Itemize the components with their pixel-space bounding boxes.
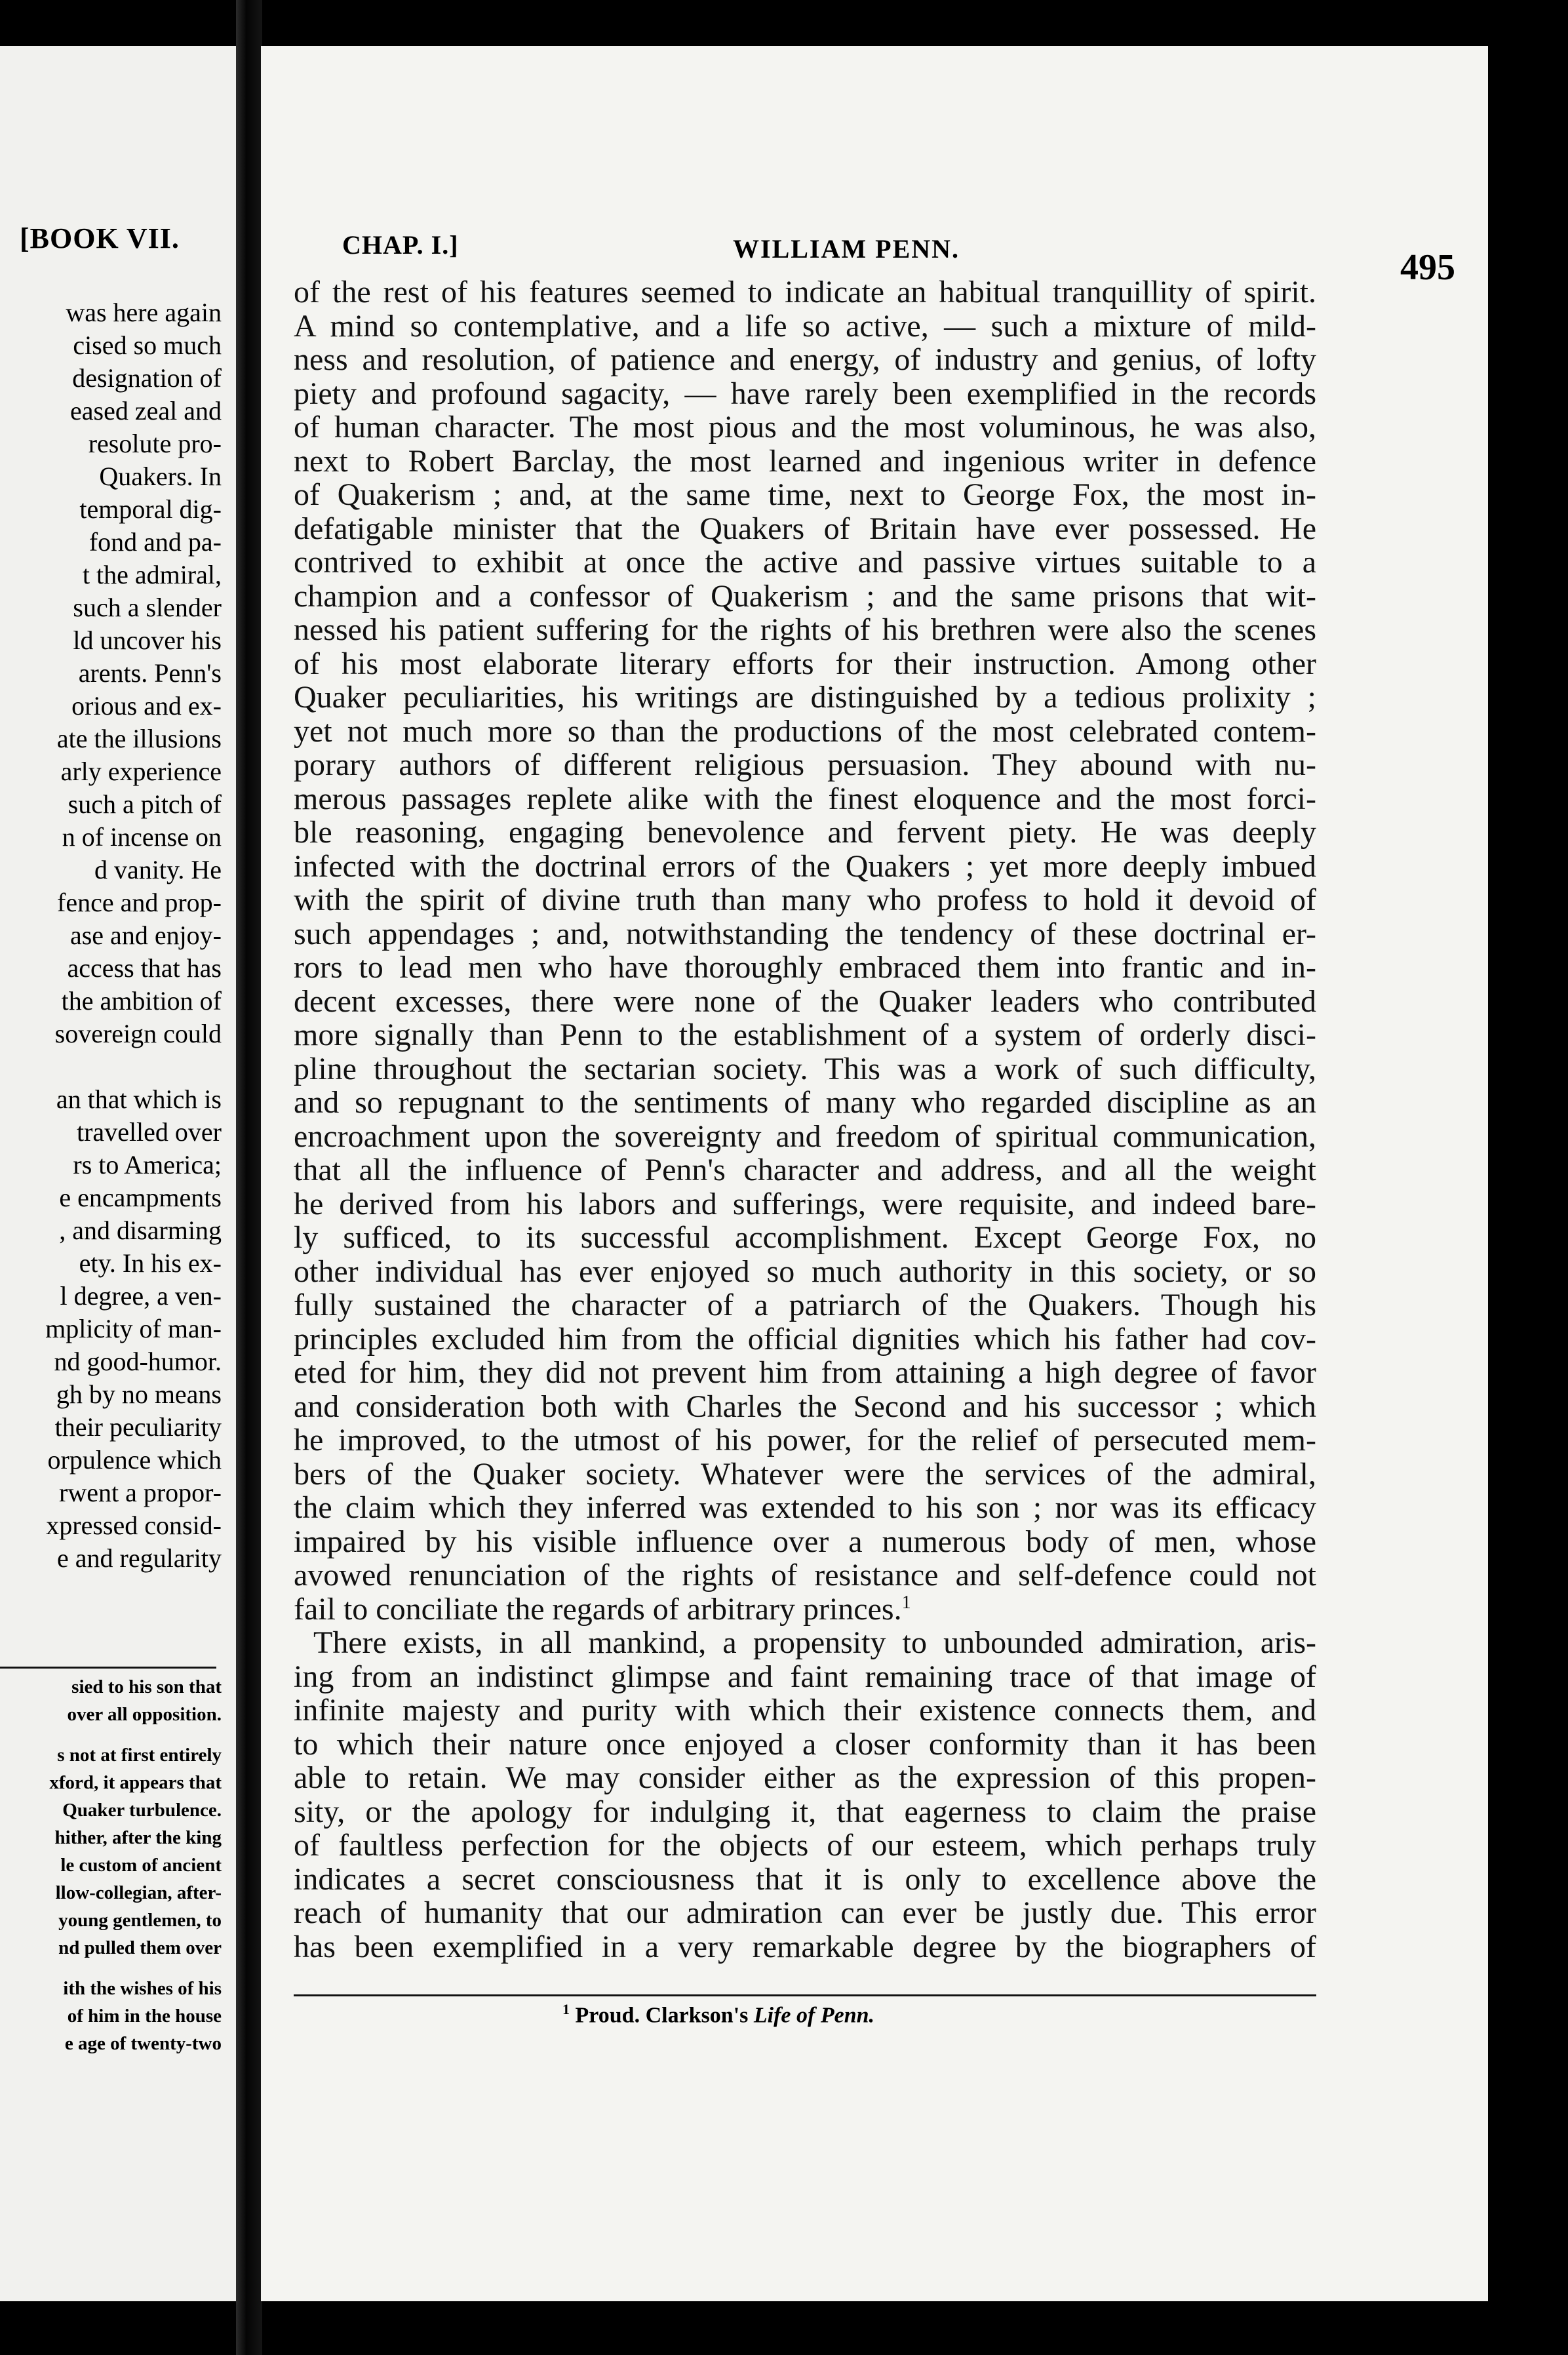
left-text-line: e encampments xyxy=(59,1183,222,1212)
body-line: yet not much more so than the productions of the most celebrated contem- xyxy=(294,714,1316,748)
left-text-line: rs to America; xyxy=(73,1150,222,1179)
left-text-line: rwent a propor- xyxy=(59,1478,222,1507)
left-text-line: an that which is xyxy=(56,1084,222,1114)
body-line: There exists, in all mankind, a propensity to unbounded admiration, aris- xyxy=(313,1626,1316,1660)
body-line: of human character. The most pious and the most voluminous, he was also, xyxy=(294,410,1316,445)
body-line: Quaker peculiarities, his writings are distinguished by a tedious prolixity ; xyxy=(294,681,1316,715)
left-note-line: e age of twenty-two xyxy=(64,2033,222,2054)
left-text-line: n of incense on xyxy=(62,822,222,852)
left-text-line: resolute pro- xyxy=(88,429,222,458)
body-line: to which their nature once enjoyed a closer conformity than it has been xyxy=(294,1727,1316,1761)
footnote-text: Proud. Clarkson's xyxy=(575,2003,754,2028)
left-text-line: l degree, a ven- xyxy=(60,1281,222,1311)
left-text-line: d vanity. He xyxy=(94,855,222,884)
body-line: and consideration both with Charles the Second and his successor ; which xyxy=(294,1389,1316,1423)
left-note-line: hither, after the king xyxy=(54,1827,222,1848)
body-line: reach of humanity that our admiration can ever be justly due. This error xyxy=(294,1896,1316,1930)
left-text-line: their peculiarity xyxy=(54,1412,222,1442)
left-text-line: the ambition of xyxy=(61,986,222,1016)
left-text-line: cised so much xyxy=(73,330,222,360)
left-text-line: orpulence which xyxy=(47,1445,222,1474)
left-text-line: designation of xyxy=(72,363,222,393)
left-text-line: travelled over xyxy=(77,1117,222,1147)
left-text-line: temporal dig- xyxy=(79,494,222,524)
running-head xyxy=(302,229,1462,288)
left-text-line: gh by no means xyxy=(56,1379,222,1409)
left-text-line: sovereign could xyxy=(54,1019,222,1048)
left-footnote-rule xyxy=(0,1667,216,1669)
body-line: has been exemplified in a very remarkable degree by the biographers of xyxy=(294,1930,1316,1964)
left-text-line: , and disarming xyxy=(59,1216,222,1245)
body-line: encroachment upon the sovereignty and freedom of spiritual communication, xyxy=(294,1119,1316,1153)
body-line: ing from an indistinct glimpse and faint remaining trace of that image of xyxy=(294,1659,1316,1693)
body-line: ble reasoning, engaging benevolence and fervent piety. He was deeply xyxy=(294,816,1316,850)
left-note-line: s not at first entirely xyxy=(57,1745,222,1766)
left-note-line: sied to his son that xyxy=(71,1676,222,1697)
body-line: contrived to exhibit at once the active and passive virtues suitable to a xyxy=(294,545,1316,580)
footnote-title: Life of Penn. xyxy=(753,2003,875,2028)
page-edge-shadow xyxy=(1488,0,1568,2355)
body-line: with the spirit of divine truth than many who profess to hold it devoid of xyxy=(294,883,1316,917)
body-line: champion and a confessor of Quakerism ; and the same prisons that wit- xyxy=(294,579,1316,613)
left-text-line: arly experience xyxy=(60,757,222,786)
left-text-line: was here again xyxy=(66,298,222,327)
body-line: merous passages replete alike with the finest eloquence and the most forci- xyxy=(294,782,1316,816)
body-text xyxy=(294,275,1316,1964)
left-facing-page xyxy=(0,46,236,2301)
body-line: fully sustained the character of a patriarch of the Quakers. Though his xyxy=(294,1288,1316,1322)
body-line: nessed his patient suffering for the rights of his brethren were also the scenes xyxy=(294,613,1316,647)
body-line: infinite majesty and purity with which their existence connects them, and xyxy=(294,1693,1316,1728)
left-text-line xyxy=(45,1050,222,1083)
left-note-line xyxy=(49,1962,222,1975)
body-line: bers of the Quaker society. Whatever were the services of the admiral, xyxy=(294,1457,1316,1491)
page-number: 495 xyxy=(1400,247,1455,288)
left-text-line: ate the illusions xyxy=(56,724,222,753)
left-running-head: [BOOK VII. xyxy=(20,222,180,254)
left-note-line: ith the wishes of his xyxy=(63,1978,222,1999)
body-line: of the rest of his features seemed to indicate an habitual tranquillity of spirit. xyxy=(294,275,1316,309)
left-text-line: such a slender xyxy=(73,593,222,622)
body-line: of Quakerism ; and, at the same time, next to George Fox, the most in- xyxy=(294,478,1316,512)
left-text-line: eased zeal and xyxy=(70,396,222,425)
body-line: piety and profound sagacity, — have rarely been exemplified in the records xyxy=(294,376,1316,410)
left-text-line: ld uncover his xyxy=(73,625,222,655)
left-text-line: e and regularity xyxy=(57,1543,222,1573)
body-line: next to Robert Barclay, the most learned and ingenious writer in defence xyxy=(294,444,1316,478)
left-text-line: ety. In his ex- xyxy=(79,1248,222,1278)
body-line: avowed renunciation of the rights of resistance and self-defence could not xyxy=(294,1558,1316,1593)
left-text-line: t the admiral, xyxy=(82,560,222,589)
left-note-line: young gentlemen, to xyxy=(58,1910,222,1931)
body-line: impaired by his visible influence over a numerous body of men, whose xyxy=(294,1524,1316,1558)
body-line: ly sufficed, to its successful accomplishment. Except George Fox, no xyxy=(294,1221,1316,1255)
body-line: pline throughout the sectarian society. This was a work of such difficulty, xyxy=(294,1052,1316,1086)
left-page-footnotes xyxy=(49,1673,222,2057)
body-line: and so repugnant to the sentiments of many who regarded discipline as an xyxy=(294,1086,1316,1120)
left-text-line: Quakers. In xyxy=(99,462,222,491)
left-note-line: of him in the house xyxy=(67,2006,222,2027)
left-page-text xyxy=(45,296,222,1575)
left-text-line: arents. Penn's xyxy=(78,658,222,688)
left-note-line: llow-collegian, after- xyxy=(55,1882,222,1903)
body-line: defatigable minister that the Quakers of Britain have ever possessed. He xyxy=(294,511,1316,545)
footnote-marker: 1 xyxy=(562,2001,570,2017)
left-text-line: such a pitch of xyxy=(68,789,222,819)
body-line: indicates a secret consciousness that it is only to excellence above the xyxy=(294,1862,1316,1896)
left-note-line: le custom of ancient xyxy=(60,1855,222,1876)
left-note-line: over all opposition. xyxy=(67,1704,222,1725)
body-line: eted for him, they did not prevent him from attaining a high degree of favor xyxy=(294,1356,1316,1390)
left-note-line xyxy=(49,1728,222,1741)
body-line: other individual has ever enjoyed so much authority in this society, or so xyxy=(294,1254,1316,1288)
left-text-line: orious and ex- xyxy=(71,691,222,721)
footnote-reference: 1 xyxy=(901,1592,911,1613)
body-line: rors to lead men who have thoroughly embraced them into frantic and in- xyxy=(294,951,1316,985)
footnote xyxy=(562,2001,874,2028)
body-line: ness and resolution, of patience and energy, of industry and genius, of lofty xyxy=(294,343,1316,377)
left-note-line: nd pulled them over xyxy=(58,1937,222,1958)
left-note-line: xford, it appears that xyxy=(49,1772,222,1793)
left-text-line: fond and pa- xyxy=(88,527,222,557)
left-text-line: fence and prop- xyxy=(57,888,222,917)
body-line: of faultless perfection for the objects of our esteem, which perhaps truly xyxy=(294,1829,1316,1863)
body-line: the claim which they inferred was extended to his son ; nor was its efficacy xyxy=(294,1491,1316,1525)
left-note-line: Quaker turbulence. xyxy=(62,1800,222,1821)
body-line: sity, or the apology for indulging it, that eagerness to claim the praise xyxy=(294,1794,1316,1829)
body-line: that all the influence of Penn's character and address, and all the weight xyxy=(294,1153,1316,1187)
body-line: fail to conciliate the regards of arbitrary princes.$^1$ xyxy=(294,1592,911,1626)
main-page xyxy=(261,46,1488,2301)
body-line: decent excesses, there were none of the Quaker leaders who contributed xyxy=(294,984,1316,1018)
left-text-line: access that has xyxy=(67,953,222,983)
left-text-line: ase and enjoy- xyxy=(69,920,222,950)
footnote-rule xyxy=(294,1994,1316,1996)
body-line: principles excluded him from the official dignities which his father had cov- xyxy=(294,1322,1316,1356)
running-title: WILLIAM PENN. xyxy=(733,234,960,264)
chapter-label: CHAP. I.] xyxy=(342,230,459,260)
left-text-line: nd good-humor. xyxy=(54,1347,222,1376)
body-line: A mind so contemplative, and a life so active, — such a mixture of mild- xyxy=(294,309,1316,343)
body-line: he improved, to the utmost of his power, for the relief of persecuted mem- xyxy=(294,1423,1316,1457)
body-line: such appendages ; and, notwithstanding the tendency of these doctrinal er- xyxy=(294,917,1316,951)
book-gutter xyxy=(236,0,262,2355)
body-line: of his most elaborate literary efforts for their instruction. Among other xyxy=(294,646,1316,681)
body-line: more signally than Penn to the establishment of a system of orderly disci- xyxy=(294,1018,1316,1052)
left-text-line: mplicity of man- xyxy=(45,1314,222,1343)
left-text-line: xpressed consid- xyxy=(46,1511,222,1540)
body-line: porary authors of different religious persuasion. They abound with nu- xyxy=(294,748,1316,782)
body-line: infected with the doctrinal errors of the Quakers ; yet more deeply imbued xyxy=(294,849,1316,883)
body-line: able to retain. We may consider either as the expression of this propen- xyxy=(294,1761,1316,1795)
body-line: he derived from his labors and sufferings, were requisite, and indeed bare- xyxy=(294,1187,1316,1221)
